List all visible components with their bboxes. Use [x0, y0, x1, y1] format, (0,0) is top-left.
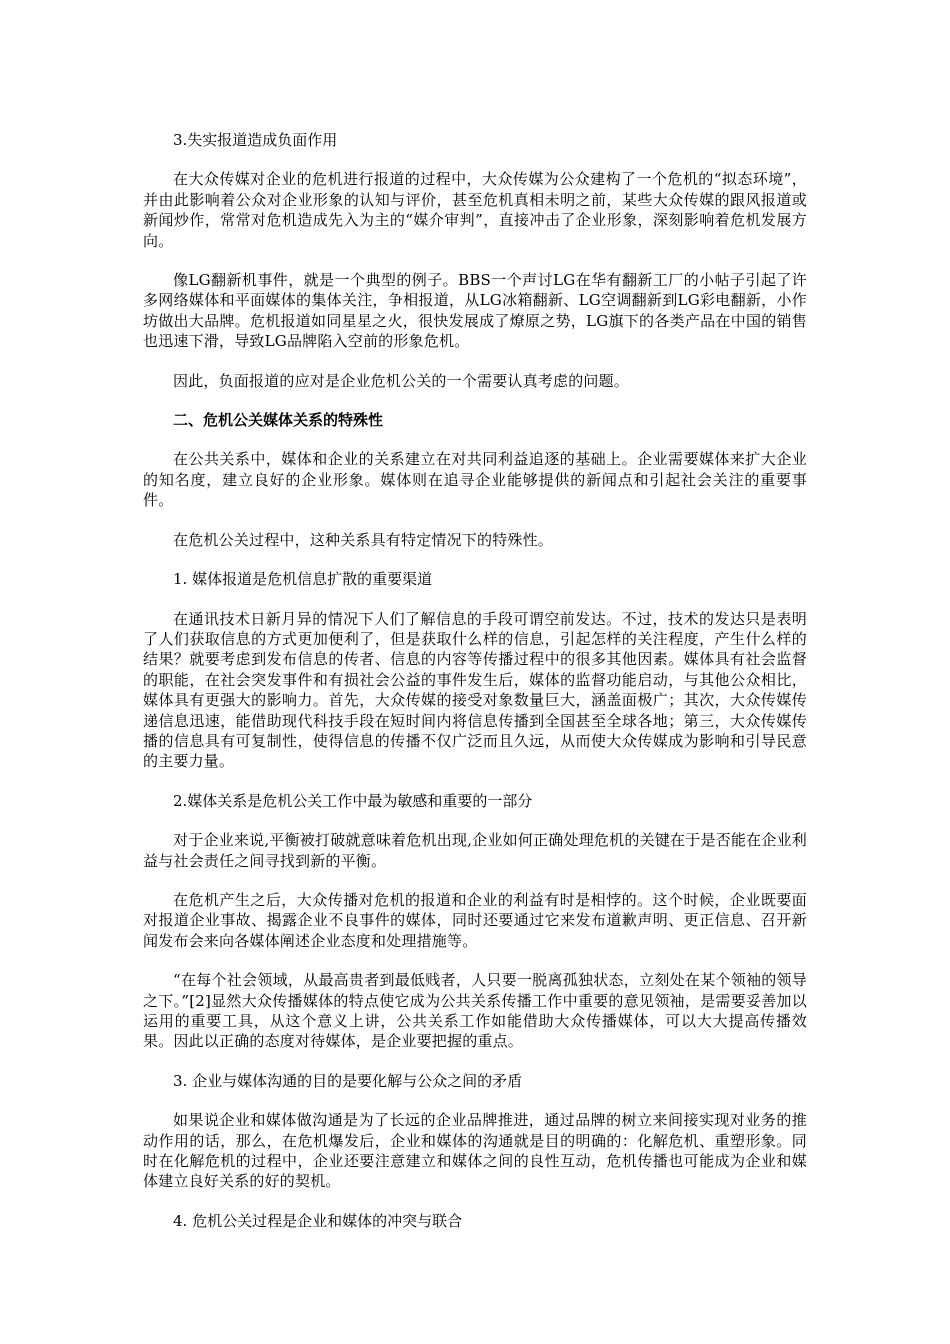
section-heading-media-relations: 二、危机公关媒体关系的特殊性 — [173, 411, 384, 430]
subheading-media-sensitive: 2.媒体关系是危机公关工作中最为敏感和重要的一部分 — [173, 791, 533, 810]
document-page — [143, 130, 807, 1250]
paragraph-mimetic-environment: 在大众传媒对企业的危机进行报道的过程中，大众传媒为公众建构了一个危机的“拟态环境”，并由此影响着公众对企业形象的认知与评价，甚至危机真相未明之前，某些大众传媒的跟风报道或新闻炒作，常常对危机造成先入为主的“媒介审判”，直接冲击了企业形象，深刻影响着危机发展方向。 — [143, 170, 807, 250]
paragraph-particularity: 在危机公关过程中，这种关系具有特定情况下的特殊性。 — [173, 530, 554, 549]
paragraph-brand-communication: 如果说企业和媒体做沟通是为了长远的企业品牌推进，通过品牌的树立来间接实现对业务的推动作用的话，那么，在危机爆发后，企业和媒体的沟通就是目的明确的：化解危机、重塑形象。同时在化解危机的过程中，企业还要注意建立和媒体之间的良性互动，危机传播也可能成为企业和媒体建立良好关系的好的契机。 — [143, 1111, 807, 1191]
paragraph-after-crisis: 在危机产生之后，大众传播对危机的报道和企业的利益有时是相悖的。这个时候，企业既要面对报道企业事故、揭露企业不良事件的媒体，同时还要通过它来发布道歉声明、更正信息、召开新闻发布会来向各媒体阐述企业态度和处理措施等。 — [143, 890, 807, 950]
subheading-conflict-and-union: 4. 危机公关过程是企业和媒体的冲突与联合 — [173, 1211, 463, 1230]
subheading-media-channel: 1. 媒体报道是危机信息扩散的重要渠道 — [173, 570, 433, 589]
subheading-fake-reporting: 3.失实报道造成负面作用 — [173, 131, 338, 149]
paragraph-lg-refurbish-case: 像LG翻新机事件，就是一个典型的例子。BBS一个声讨LG在华有翻新工厂的小帖子引起了许多网络媒体和平面媒体的集体关注，争相报道，从LG冰箱翻新、LG空调翻新到LG彩电翻新，小作坊做出大品牌。危机报道如同星星之火，很快发展成了燎原之势，LG旗下的各类产品在中国的销售也迅速下滑，导致LG品牌陷入空前的形象危机。 — [143, 271, 807, 351]
paragraph-negative-report-response: 因此，负面报道的应对是企业危机公关的一个需要认真考虑的问题。 — [173, 371, 630, 390]
paragraph-common-interests: 在公共关系中，媒体和企业的关系建立在对共同利益追逐的基础上。企业需要媒体来扩大企业的知名度，建立良好的企业形象。媒体则在追寻企业能够提供的新闻点和引起社会关注的重要事件。 — [143, 450, 807, 510]
paragraph-balance-broken: 对于企业来说,平衡被打破就意味着危机出现,企业如何正确处理危机的关键在于是否能在企业利益与社会责任之间寻找到新的平衡。 — [143, 831, 807, 870]
paragraph-opinion-leader: “在每个社会领域，从最高贵者到最低贱者，人只要一脱离孤独状态，立刻处在某个领袖的领导之下。”[2]显然大众传播媒体的特点使它成为公共关系传播工作中重要的意见领袖，是需要妥善加以运用的重要工具，从这个意义上讲，公共关系工作如能借助大众传播媒体，可以大大提高传播效果。因此以正确的态度对待媒体，是企业要把握的重点。 — [143, 971, 807, 1051]
paragraph-communication-technology: 在通讯技术日新月异的情况下人们了解信息的手段可谓空前发达。不过，技术的发达只是表明了人们获取信息的方式更加便利了，但是获取什么样的信息，引起怎样的关注程度，产生什么样的结果？就要考虑到发布信息的传者、信息的内容等传播过程中的很多其他因素。媒体具有社会监督的职能，在社会突发事件和有损社会公益的事件发生后，媒体的监督功能启动，与其他公众相比，媒体具有更强大的影响力。首先，大众传媒的接受对象数量巨大，涵盖面极广；其次，大众传媒传递信息迅速，能借助现代科技手段在短时间内将信息传播到全国甚至全球各地；第三，大众传媒传播的信息具有可复制性，使得信息的传播不仅广泛而且久远，从而使大众传媒成为影响和引导民意的主要力量。 — [143, 609, 807, 771]
subheading-resolve-conflict: 3. 企业与媒体沟通的目的是要化解与公众之间的矛盾 — [173, 1071, 523, 1090]
